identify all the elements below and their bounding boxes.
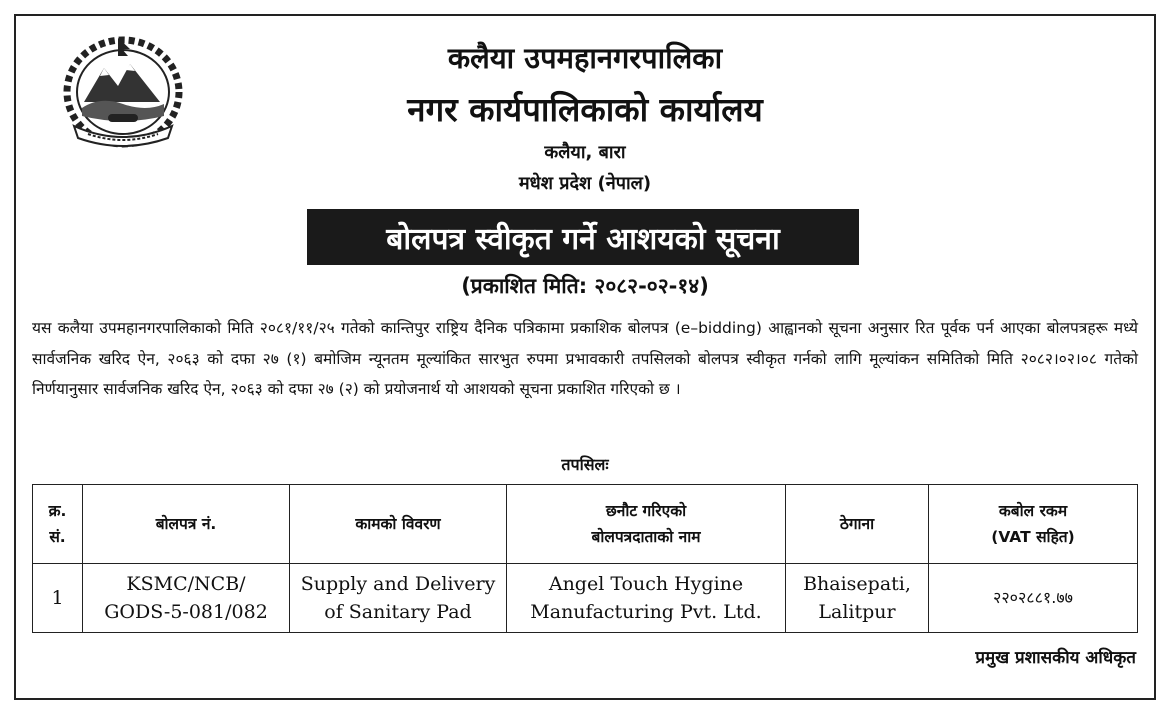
header-bidder-line2: बोलपत्रदाताको नाम [591, 528, 701, 546]
province: मधेश प्रदेश (नेपाल) [518, 173, 652, 194]
header-bid-no: बोलपत्र नं. [83, 485, 290, 564]
cell-description-line1: Supply and Delivery [300, 573, 496, 595]
cell-bid-no-line2: GODS-5-081/082 [104, 601, 268, 623]
table-caption: तपसिलः [561, 455, 609, 474]
published-date: (प्रकाशित मिति: २०८२-०२-१४) [461, 274, 709, 298]
table-header-row [33, 485, 1138, 564]
office-name: नगर कार्यपालिकाको कार्यालय [407, 90, 763, 129]
cell-address-line2: Lalitpur [818, 601, 896, 623]
location: कलैया, बारा [544, 142, 626, 163]
header-amount-line1: कबोल रकम [998, 502, 1068, 520]
cell-bid-no-line1: KSMC/NCB/ [126, 573, 246, 595]
signatory-title: प्रमुख प्रशासकीय अधिकृत [975, 648, 1136, 668]
header-address: ठेगाना [786, 485, 929, 564]
table-row [33, 564, 1138, 633]
cell-bid-no [83, 564, 290, 633]
header-amount [929, 485, 1138, 564]
cell-serial: 1 [33, 564, 83, 633]
header-description: कामको विवरण [290, 485, 507, 564]
cell-bidder [507, 564, 786, 633]
header-serial-line1: क्र. [48, 502, 67, 520]
municipality-name: कलैया उपमहानगरपालिका [447, 41, 723, 75]
cell-address [786, 564, 929, 633]
header-serial-line2: सं. [49, 528, 66, 546]
notice-body: यस कलैया उपमहानगरपालिकाको मिति २०८१/११/२५ गतेको कान्तिपुर राष्ट्रिय दैनिक पत्रिकामा प्रकाशिक बोलपत्र (e–bidding) आह्वानको सूचना अनुसार रित पूर्वक पर्न आएका बोलपत्रहरू मध्ये सार्वजनिक खरिद ऐन, २०६३ को दफा २७ (१) बमोजिम न्यूनतम मूल्यांकित सारभुत रुपमा प्रभावकारी तपसिलको बोलपत्र स्वीकृत गर्नको लागि मूल्यांकन समितिको मिति २०८२।०२।०८ गतेको निर्णयानुसार सार्वजनिक खरिद ऐन, २०६३ को दफा २७ (२) को प्रयोजनार्थ यो आशयको सूचना प्रकाशित गरिएको छ । [32, 319, 1138, 398]
cell-bidder-line1: Angel Touch Hygine [548, 573, 744, 595]
cell-description-line2: of Sanitary Pad [324, 601, 472, 623]
cell-amount: २२०२८८१.७७ [929, 564, 1138, 633]
header-amount-line2: (VAT सहित) [991, 528, 1075, 546]
cell-bidder-line2: Manufacturing Pvt. Ltd. [530, 601, 762, 623]
bid-table [32, 484, 1138, 633]
header-bidder-line1: छनौट गरिएको [605, 502, 687, 520]
cell-description [290, 564, 507, 633]
header-bidder [507, 485, 786, 564]
header-serial [33, 485, 83, 564]
notice-title: बोलपत्र स्वीकृत गर्ने आशयको सूचना [307, 209, 859, 265]
cell-address-line1: Bhaisepati, [803, 573, 911, 595]
